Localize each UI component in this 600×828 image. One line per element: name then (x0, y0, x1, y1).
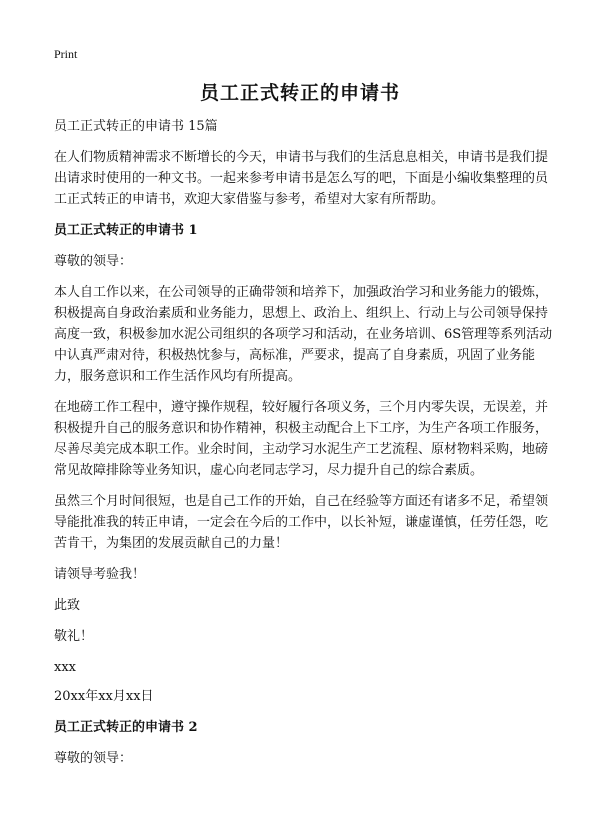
body-paragraph-1: 本人自工作以来，在公司领导的正确带领和培养下，加强政治学习和业务能力的锻炼，积极提高自身政治素质和业务能力，思想上、政治上、组织上、行动上与公司领导保持高度一致，积极参加水泥公司组织的各项学习和活动，在业务培训、6S管理等系列活动中认真严肃对待，积极热忱参与，高标准，严要求，提高了自身素质，巩固了业务能力，服务意识和工作生活作风均有所提高。 (54, 285, 553, 384)
body-paragraph-2: 在地磅工作工程中，遵守操作规程，较好履行各项义务，三个月内零失误，无误差，并积极提升自己的服务意识和协作精神，积极主动配合上下工序，为生产各项工作服务，尽善尽美完成本职工作。业余时间，主动学习水泥生产工艺流程、原材物料采购，地磅常见故障排除等业务知识，虚心向老同志学习，尽力提升自己的综合素质。 (54, 400, 549, 478)
intro-paragraph: 在人们物质精神需求不断增长的今天，申请书与我们的生活息息相关，申请书是我们提出请求时使用的一种文书。一起来参考申请书是怎么写的吧，下面是小编收集整理的员工正式转正的申请书，欢迎大家借鉴与参考，希望对大家有所帮助。 (54, 150, 549, 207)
body-paragraph-3: 虽然三个月时间很短，也是自己工作的开始，自己在经验等方面还有诸多不足，希望领导能批准我的转正申请，一定会在今后的工作中，以长补短，谦虚谨慎，任劳任怨，吃苦肯干，为集团的发展贡献自己的力量！ (54, 494, 549, 551)
salutation: 尊敬的领导： (54, 254, 133, 269)
signer-name: xxx (54, 660, 76, 675)
section-heading-2: 员工正式转正的申请书 2 (54, 720, 198, 735)
request-line: 请领导考验我！ (54, 567, 146, 582)
print-link[interactable]: Print (54, 47, 78, 61)
page-title: 员工正式转正的申请书 (199, 82, 400, 104)
closing-line-2: 敬礼！ (54, 629, 94, 644)
section-heading-1: 员工正式转正的申请书 1 (54, 223, 198, 238)
salutation-2: 尊敬的领导： (54, 751, 133, 766)
closing-line-1: 此致 (54, 598, 81, 613)
document-body (54, 116, 554, 779)
signature-date: 20xx年xx月xx日 (54, 689, 154, 704)
document-subtitle: 员工正式转正的申请书 15篇 (54, 119, 218, 134)
